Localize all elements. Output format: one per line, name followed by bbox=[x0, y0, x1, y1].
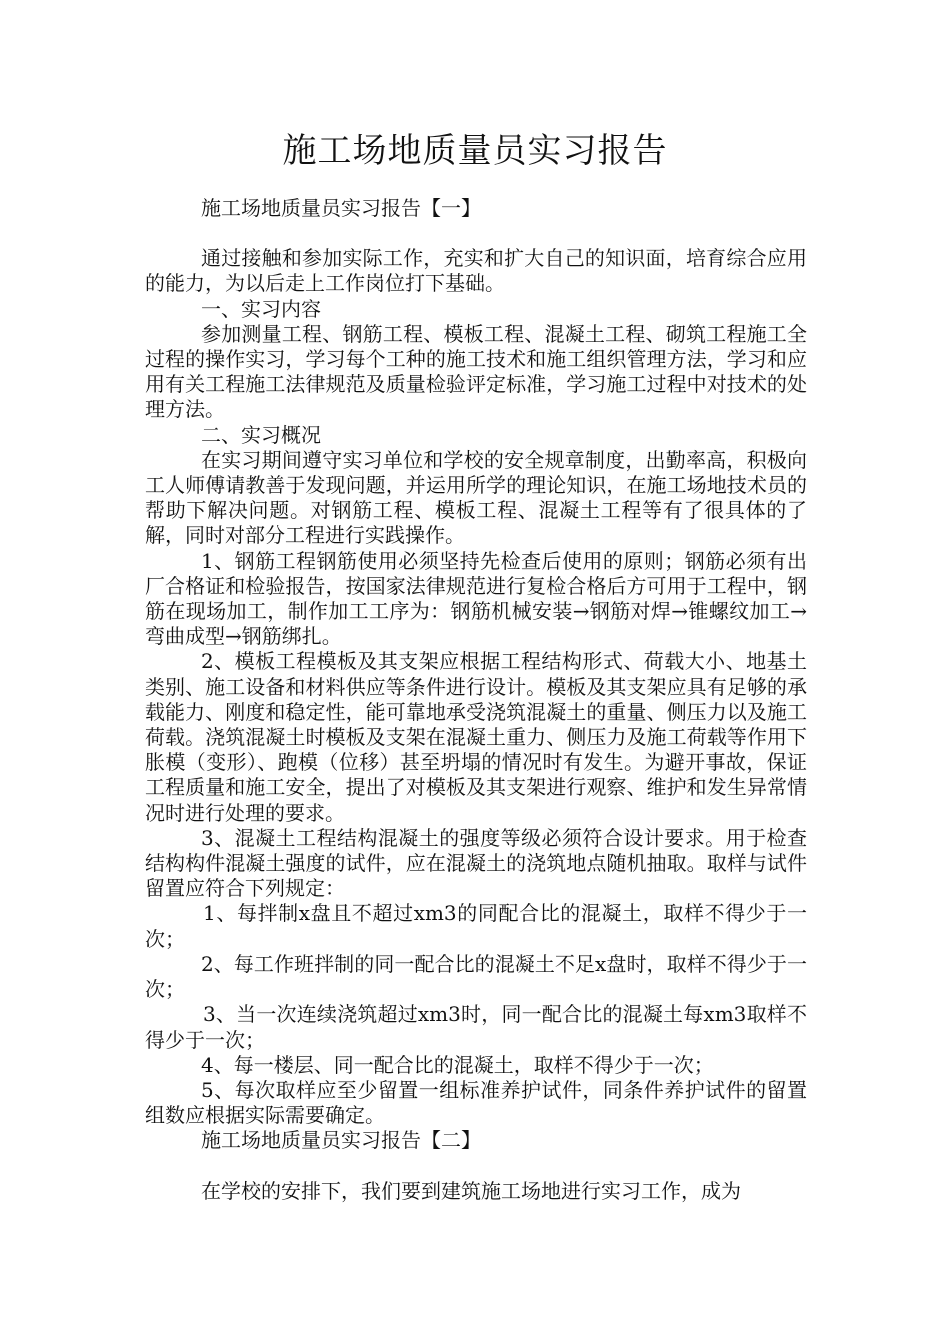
paragraph-internship-content: 参加测量工程、钢筋工程、模板工程、混凝土工程、砌筑工程施工全过程的操作实习，学习每个工种的施工技术和施工组织管理方法，学习和应用有关工程施工法律规范及质量检验评定标准，学习施工过程中对技术的处理方法。 bbox=[145, 321, 807, 422]
intro-paragraph: 通过接触和参加实际工作，充实和扩大自己的知识面，培育综合应用的能力，为以后走上工作岗位打下基础。 bbox=[145, 246, 807, 296]
section-heading-report-1: 施工场地质量员实习报告【一】 bbox=[201, 196, 481, 220]
section-heading-report-2: 施工场地质量员实习报告【二】 bbox=[201, 1128, 481, 1153]
paragraph-report-2-intro: 在学校的安排下，我们要到建筑施工场地进行实习工作，成为 bbox=[201, 1178, 741, 1203]
list-item-rule-3: 3、当一次连续浇筑超过xm3时，同一配合比的混凝土每xm3取样不得少于一次； bbox=[145, 1002, 807, 1052]
list-item-rule-4: 4、每一楼层、同一配合比的混凝土，取样不得少于一次； bbox=[201, 1052, 714, 1077]
paragraph-rebar-engineering: 1、钢筋工程钢筋使用必须坚持先检查后使用的原则；钢筋必须有出厂合格证和检验报告，按国家法律规范进行复检合格后方可用于工程中，钢筋在现场加工，制作加工工序为：钢筋机械安装→钢筋对焊→锥螺纹加工→弯曲成型→钢筋绑扎。 bbox=[145, 548, 807, 649]
heading-internship-content: 一、实习内容 bbox=[201, 296, 321, 321]
list-item-rule-5: 5、每次取样应至少留置一组标准养护试件，同条件养护试件的留置组数应根据实际需要确定。 bbox=[145, 1077, 807, 1128]
document-title: 施工场地质量员实习报告 bbox=[282, 131, 668, 171]
list-item-rule-1: 1、每拌制x盘且不超过xm3的同配合比的混凝土，取样不得少于一次； bbox=[145, 901, 807, 951]
heading-internship-overview: 二、实习概况 bbox=[201, 422, 321, 447]
list-item-rule-2: 2、每工作班拌制的同一配合比的混凝土不足x盘时，取样不得少于一次； bbox=[145, 951, 807, 1002]
paragraph-formwork-engineering: 2、模板工程模板及其支架应根据工程结构形式、荷载大小、地基土类别、施工设备和材料供应等条件进行设计。模板及其支架应具有足够的承载能力、刚度和稳定性，能可靠地承受浇筑混凝土的重量、侧压力以及施工荷载。浇筑混凝土时模板及支架在混凝土重力、侧压力及施工荷载等作用下胀模（变形）、跑模（位移）甚至坍塌的情况时有发生。为避开事故，保证工程质量和施工安全，提出了对模板及其支架进行观察、维护和发生异常情况时进行处理的要求。 bbox=[145, 649, 807, 825]
paragraph-concrete-engineering: 3、混凝土工程结构混凝土的强度等级必须符合设计要求。用于检查结构构件混凝土强度的试件，应在混凝土的浇筑地点随机抽取。取样与试件留置应符合下列规定： bbox=[145, 825, 807, 901]
document-body bbox=[145, 196, 807, 1204]
paragraph-internship-overview: 在实习期间遵守实习单位和学校的安全规章制度，出勤率高，积极向工人师傅请教善于发现问题，并运用所学的理论知识，在施工场地技术员的帮助下解决问题。对钢筋工程、模板工程、混凝土工程等有了很具体的了解，同时对部分工程进行实践操作。 bbox=[145, 447, 807, 548]
